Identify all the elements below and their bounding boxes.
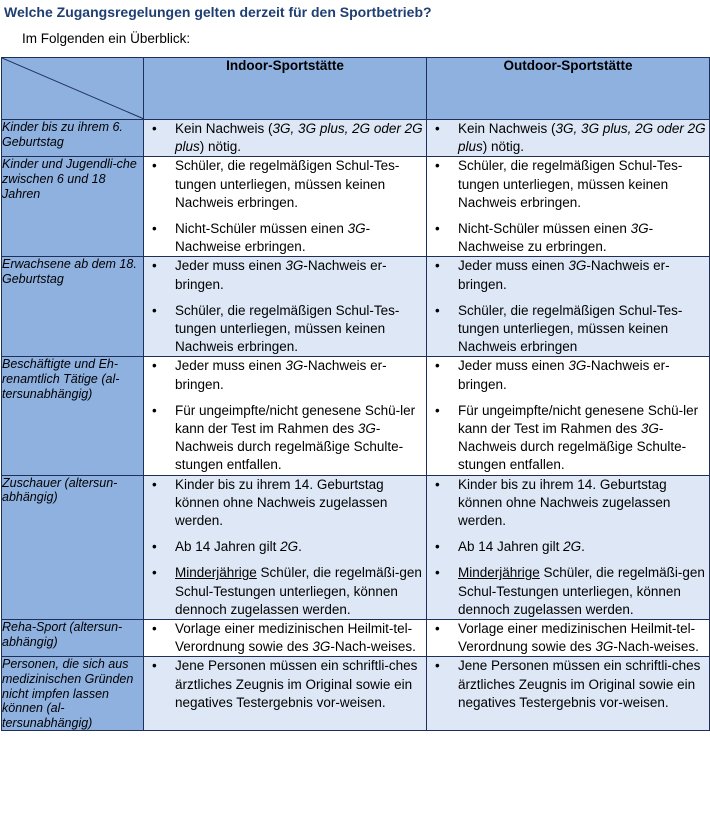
text-segment: Für ungeimpfte/nicht genesene Schü-ler kann der Test im Rahmen des	[458, 402, 699, 437]
row-label: Zuschauer (altersun-abhängig)	[2, 475, 144, 619]
table-row	[2, 475, 710, 619]
table-row	[2, 620, 710, 657]
bullet-list	[427, 657, 709, 712]
list-item	[427, 157, 709, 212]
cell-indoor	[144, 620, 427, 657]
row-label: Reha-Sport (altersun-abhängig)	[2, 620, 144, 657]
row-label: Kinder und Jugendli-che zwischen 6 und 18 Jahren	[2, 157, 144, 257]
cell-indoor	[144, 475, 427, 619]
cell-indoor	[144, 157, 427, 257]
row-label: Personen, die sich aus medizinischen Gründen nicht impfen lassen können (al-tersunabhängig)	[2, 657, 144, 731]
bullet-list	[144, 157, 426, 256]
cell-outdoor	[427, 257, 710, 357]
list-item	[144, 564, 426, 619]
diagonal-divider	[2, 58, 144, 119]
text-segment: Ab 14 Jahren gilt	[175, 539, 281, 555]
text-segment: Vorlage einer medizinischen Heilmit-tel-Verordnung sowie des	[175, 621, 413, 655]
text-segment: Nicht-Schüler müssen einen	[175, 221, 348, 237]
list-item	[144, 657, 426, 712]
text-segment: -Nachweis er-bringen.	[175, 258, 387, 292]
emphasis-text: 3G	[285, 258, 304, 274]
page-title: Welche Zugangsregelungen gelten derzeit für den Sportbetrieb?	[4, 4, 432, 20]
text-segment: Für ungeimpfte/nicht genesene Schü-ler kann der Test im Rahmen des	[175, 402, 416, 437]
list-item	[144, 257, 426, 293]
list-item	[427, 564, 709, 619]
table-header-row	[2, 58, 710, 120]
emphasis-text: 3G	[357, 421, 376, 437]
emphasis-text: 3G	[568, 258, 587, 274]
list-item	[427, 257, 709, 293]
cell-outdoor	[427, 620, 710, 657]
text-segment: Schüler, die regelmäßi-gen Schul-Testungen unterliegen, können dennoch zugelassen werden.	[175, 565, 422, 617]
emphasis-text: 3G	[347, 221, 366, 237]
text-segment: -Nach-weises.	[613, 639, 699, 655]
table-row	[2, 257, 710, 357]
text-segment: -Nachweis er-bringen.	[175, 358, 387, 392]
cell-indoor	[144, 657, 427, 731]
emphasis-text: 3G	[285, 358, 304, 374]
list-item	[427, 657, 709, 712]
list-item	[144, 357, 426, 393]
text-segment: ) nötig.	[199, 139, 242, 155]
list-item	[427, 538, 709, 556]
bullet-list	[427, 157, 709, 256]
bullet-list	[144, 357, 426, 474]
list-item	[427, 620, 709, 656]
text-segment: Kein Nachweis (	[175, 121, 273, 136]
text-segment: Schüler, die regelmäßi-gen Schul-Testungen unterliegen, können dennoch zugelassen werden.	[458, 565, 705, 617]
underlined-text: Minderjährige	[175, 565, 257, 581]
access-rules-table	[1, 57, 710, 731]
list-item	[144, 302, 426, 357]
text-segment: .	[298, 539, 302, 555]
cell-outdoor	[427, 475, 710, 619]
bullet-list	[427, 120, 709, 156]
cell-outdoor	[427, 120, 710, 157]
cell-outdoor	[427, 357, 710, 475]
text-segment: Schüler, die regelmäßigen Schul-Tes-tungen unterliegen, müssen keinen Nachweis erbringen.	[175, 158, 400, 210]
list-item	[427, 302, 709, 357]
text-segment: -Nachweis er-bringen.	[458, 358, 670, 392]
text-segment: Kein Nachweis (	[458, 121, 556, 136]
emphasis-text: 3G	[640, 421, 659, 437]
list-item	[144, 402, 426, 475]
bullet-list	[427, 620, 709, 656]
table-row	[2, 157, 710, 257]
emphasis-text: 3G	[312, 639, 331, 655]
table-row	[2, 357, 710, 475]
list-item	[144, 220, 426, 256]
text-segment: -Nachweise zu erbringen.	[458, 221, 654, 255]
text-segment: Ab 14 Jahren gilt	[458, 539, 564, 555]
text-segment: -Nach-weises.	[330, 639, 416, 655]
row-label: Erwachsene ab dem 18. Geburtstag	[2, 257, 144, 357]
underlined-text: Minderjährige	[458, 565, 540, 581]
list-item	[144, 476, 426, 531]
cell-indoor	[144, 257, 427, 357]
text-segment: -Nachweis er-bringen.	[458, 258, 670, 292]
text-segment: Schüler, die regelmäßigen Schul-Tes-tungen unterliegen, müssen keinen Nachweis erbringen.	[458, 158, 683, 210]
list-item	[427, 402, 709, 475]
list-item	[144, 620, 426, 656]
text-segment: Jeder muss einen	[175, 358, 286, 374]
list-item	[427, 357, 709, 393]
emphasis-text: 2G	[563, 539, 582, 555]
text-segment: Schüler, die regelmäßigen Schul-Tes-tungen unterliegen, müssen keinen Nachweis erbringen.	[175, 302, 400, 355]
text-segment: -Nachweis durch regelmäßige Schulte-stungen entfallen.	[175, 421, 404, 473]
list-item	[144, 538, 426, 556]
bullet-list	[144, 476, 426, 619]
text-segment: Kinder bis zu ihrem 14. Geburtstag können ohne Nachweis zugelassen werden.	[175, 476, 388, 529]
bullet-list	[144, 620, 426, 656]
emphasis-text: 2G	[280, 539, 299, 555]
list-item	[427, 120, 709, 156]
cell-outdoor	[427, 157, 710, 257]
emphasis-text: 3G, 3G plus, 2G oder 2G plus	[458, 121, 706, 155]
text-segment: Nicht-Schüler müssen einen	[458, 221, 631, 237]
bullet-list	[427, 357, 709, 474]
text-segment: Jene Personen müssen ein schriftli-ches ärztliches Zeugnis im Original sowie ein negatives Testergebnis vor-weisen.	[458, 658, 701, 710]
list-item	[427, 476, 709, 531]
emphasis-text: 3G, 3G plus, 2G oder 2G plus	[175, 121, 423, 155]
column-header-outdoor: Outdoor-Sportstätte	[427, 58, 710, 120]
cell-indoor	[144, 357, 427, 475]
emphasis-text: 3G	[595, 639, 614, 655]
table-row	[2, 657, 710, 731]
cell-outdoor	[427, 657, 710, 731]
text-segment: ) nötig.	[482, 139, 525, 155]
emphasis-text: 3G	[568, 358, 587, 374]
text-segment: -Nachweise erbringen.	[175, 221, 371, 255]
text-segment: .	[581, 539, 585, 555]
bullet-list	[144, 657, 426, 712]
bullet-list	[427, 257, 709, 356]
text-segment: Jene Personen müssen ein schriftli-ches ärztliches Zeugnis im Original sowie ein negatives Testergebnis vor-weisen.	[175, 658, 418, 710]
bullet-list	[144, 120, 426, 156]
text-segment: Schüler, die regelmäßigen Schul-Tes-tungen unterliegen, müssen keinen Nachweis erbringen	[458, 302, 683, 355]
list-item	[144, 157, 426, 212]
list-item	[144, 120, 426, 156]
list-item	[427, 220, 709, 256]
text-segment: Jeder muss einen	[458, 258, 569, 274]
bullet-list	[427, 476, 709, 619]
table-body	[2, 120, 710, 731]
text-segment: Jeder muss einen	[458, 358, 569, 374]
bullet-list	[144, 257, 426, 356]
emphasis-text: 3G	[630, 221, 649, 237]
row-label: Kinder bis zu ihrem 6. Geburtstag	[2, 120, 144, 157]
text-segment: Jeder muss einen	[175, 258, 286, 274]
intro-text: Im Folgenden ein Überblick:	[22, 31, 191, 46]
text-segment: -Nachweis durch regelmäßige Schulte-stungen entfallen.	[458, 421, 687, 473]
row-label: Beschäftigte und Eh-renamtlich Tätige (al-tersunabhängig)	[2, 357, 144, 475]
text-segment: Vorlage einer medizinischen Heilmit-tel-Verordnung sowie des	[458, 621, 696, 655]
column-header-indoor: Indoor-Sportstätte	[144, 58, 427, 120]
corner-cell	[2, 58, 144, 120]
table-row	[2, 120, 710, 157]
cell-indoor	[144, 120, 427, 157]
text-segment: Kinder bis zu ihrem 14. Geburtstag können ohne Nachweis zugelassen werden.	[458, 476, 671, 529]
